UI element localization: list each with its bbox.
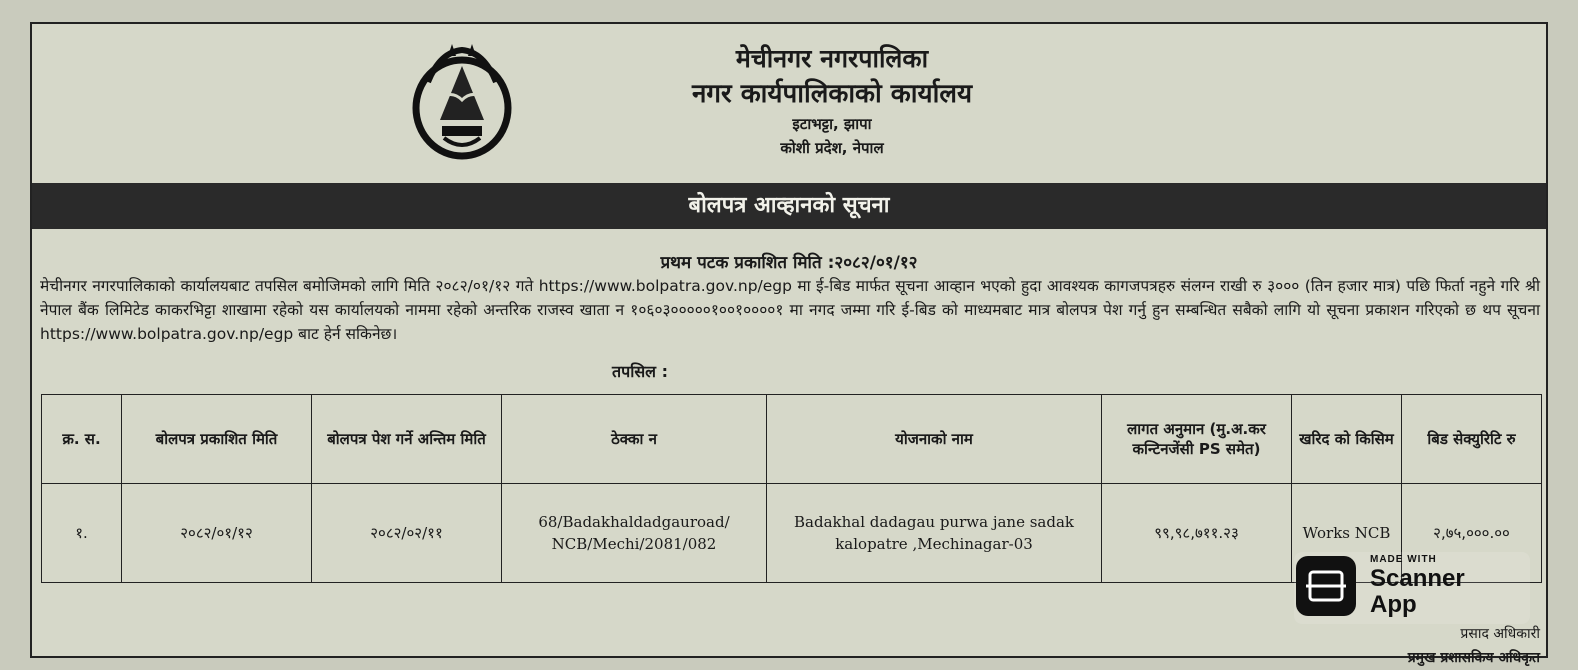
column-header-serial: क्र. स. <box>42 395 122 484</box>
schedule-label: तपसिल : <box>612 362 668 381</box>
office-address: इटाभट्टा, झापा <box>792 115 872 133</box>
cell-deadline: २०८२/०२/११ <box>312 484 502 583</box>
publication-date: प्रथम पटक प्रकाशित मिति :२०८२/०१/१२ <box>660 253 918 273</box>
cell-bid-security: २,७५,०००.०० <box>1402 484 1542 583</box>
column-header-procurement-type: खरिद को किसिम <box>1292 395 1402 484</box>
column-header-publish-date: बोलपत्र प्रकाशित मिति <box>122 395 312 484</box>
nepal-emblem-icon <box>410 42 514 160</box>
cell-serial: १. <box>42 484 122 583</box>
cell-contract-no: 68/Badakhaldadgauroad/ NCB/Mechi/2081/082 <box>502 484 767 583</box>
province-country: कोशी प्रदेश, नेपाल <box>780 139 884 157</box>
scanner-app-watermark <box>1294 552 1530 624</box>
scanner-app-icon <box>1296 556 1356 616</box>
cell-publish-date: २०८२/०१/१२ <box>122 484 312 583</box>
office-name: नगर कार्यपालिकाको कार्यालय <box>691 79 973 109</box>
cell-cost-estimate: ९९,९८,७११.२३ <box>1102 484 1292 583</box>
watermark-scanner: Scanner <box>1370 565 1465 592</box>
notice-header <box>32 24 1546 182</box>
watermark-made-with: MADE WITH <box>1370 554 1437 565</box>
organization-block <box>552 42 1112 160</box>
column-header-deadline: बोलपत्र पेश गर्ने अन्तिम मिति <box>312 395 502 484</box>
table-header-row <box>42 395 1542 484</box>
signatory-name: प्रसाद अधिकारी <box>1460 626 1540 642</box>
watermark-app: App <box>1370 591 1417 618</box>
notice-title-banner: बोलपत्र आव्हानको सूचना <box>32 183 1546 229</box>
cell-procurement-type: Works NCB <box>1292 484 1402 583</box>
column-header-contract-no: ठेक्का न <box>502 395 767 484</box>
column-header-cost-estimate: लागत अनुमान (मु.अ.कर कन्टिनजेंसी PS समेत) <box>1102 395 1292 484</box>
column-header-project-name: योजनाको नाम <box>767 395 1102 484</box>
column-header-bid-security: बिड सेक्युरिटि रु <box>1402 395 1542 484</box>
signatory-title: प्रमुख प्रशासकिय अधिकृत <box>1407 650 1540 666</box>
notice-paragraph: मेचीनगर नगरपालिकाको कार्यालयबाट तपसिल बमोजिमको लागि मिति २०८२/०१/१२ गते https://www.bolpatra.gov.np/egp मा ई-बिड मार्फत सूचना आव्हान भएको हुदा आवश्यक कागजपत्रहरु संलग्न राखी रु ३००० (तिन हजार मात्र) पछि फिर्ता नहुने गरि श्री नेपाल बैंक लिमिटेड काकरभिट्टा शाखामा रहेको यस कार्यालयको नाममा रहेको अन्तरिक राजस्व खाता न १०६०३०००००१००१००००१ मा नगद जम्मा गरि ई-बिड को माध्यमबाट मात्र बोलपत्र पेश गर्नु हुन सम्बन्धित सबैको लागि यो सूचना प्रकाशन गरिएको छ थप सूचना https://www.bolpatra.gov.np/egp बाट हेर्न सकिनेछ। <box>40 277 1540 343</box>
cell-project-name: Badakhal dadagau purwa jane sadak kalopatre ,Mechinagar-03 <box>767 484 1102 583</box>
municipality-name: मेचीनगर नगरपालिका <box>735 44 929 73</box>
signature-block <box>1320 622 1540 670</box>
